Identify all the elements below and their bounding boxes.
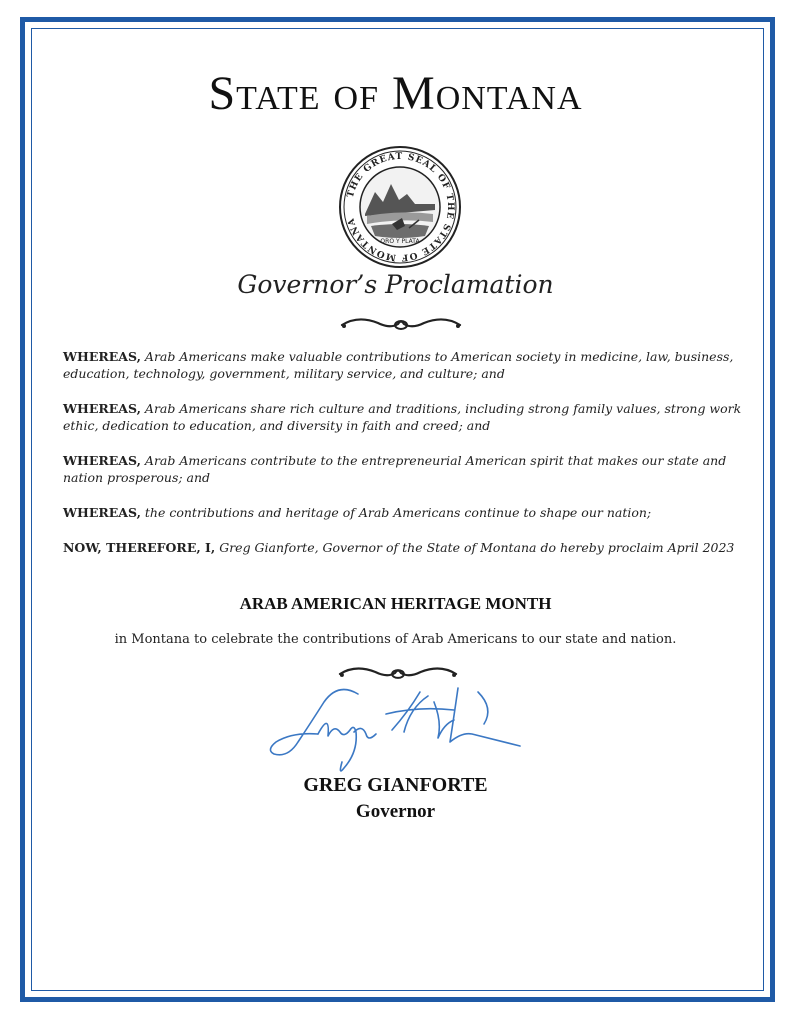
proclamation-heading: ARAB AMERICAN HERITAGE MONTH (239, 594, 552, 613)
closing-line: in Montana to celebrate the contributions of Arab Americans to our state and nation. (114, 632, 677, 647)
flourish-ornament-icon (338, 313, 464, 335)
signer-title: Governor (355, 801, 436, 822)
proclamation-subtitle: Governor’s Proclamation (237, 270, 554, 299)
proclamation-body (63, 348, 743, 574)
therefore-paragraph: NOW, THEREFORE, I, Greg Gianforte, Governor of the State of Montana do hereby proclaim April 2023 (63, 540, 735, 555)
whereas-paragraph-1: WHEREAS, Arab Americans make valuable contributions to American society in medicine, law, business, education, technology, government, military service, and culture; and (63, 349, 734, 381)
great-seal-icon (337, 144, 463, 270)
seal-motto: ORO Y PLATA (380, 238, 420, 245)
handwritten-signature (258, 672, 538, 782)
signer-name: GREG GIANFORTE (303, 774, 488, 796)
seal-ring-text: THE GREAT SEAL OF THE STATE OF MONTANA (345, 151, 456, 263)
document-title: State of Montana (208, 67, 583, 120)
whereas-paragraph-4: WHEREAS, the contributions and heritage of Arab Americans continue to shape our nation; (63, 505, 652, 520)
whereas-paragraph-2: WHEREAS, Arab Americans share rich culture and traditions, including strong family values, strong work ethic, dedication to education, and diversity in faith and creed; and (63, 401, 742, 433)
whereas-paragraph-3: WHEREAS, Arab Americans contribute to the entrepreneurial American spirit that makes our state and nation prosperous; and (63, 453, 727, 485)
